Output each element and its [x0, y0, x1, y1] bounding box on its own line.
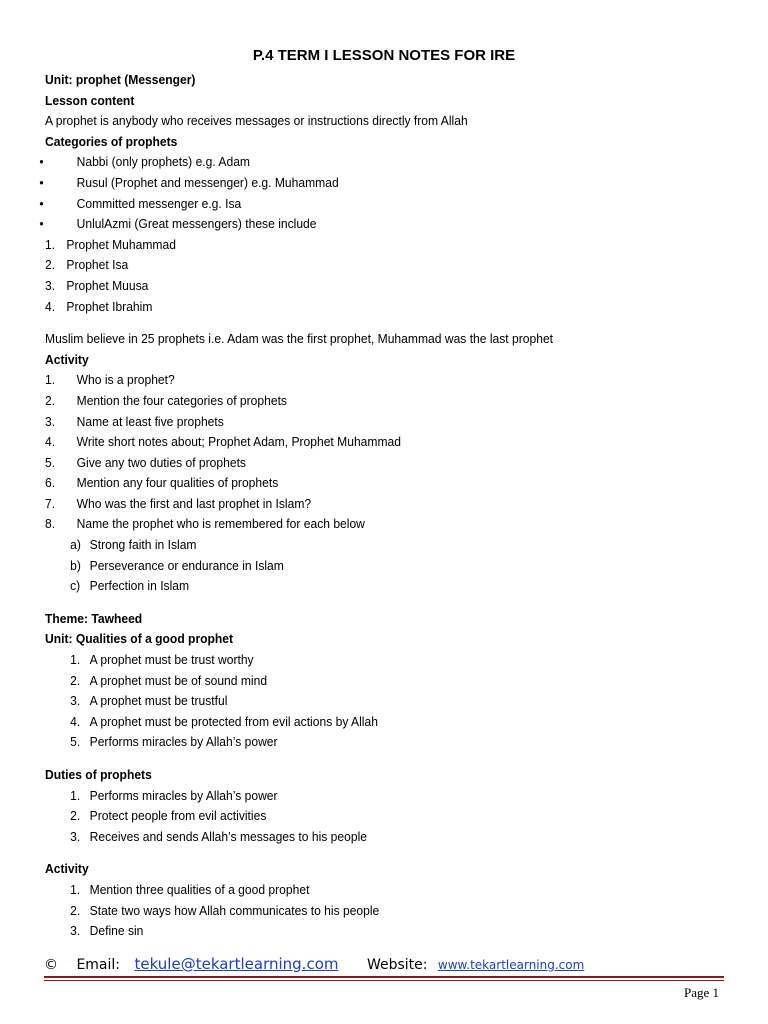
list-number: 2. — [45, 257, 56, 273]
list-number: 1. — [45, 236, 56, 252]
list-item — [45, 732, 696, 753]
list-text: Prophet Muusa — [66, 277, 149, 293]
list-item — [45, 432, 696, 453]
activity-list — [45, 880, 696, 942]
list-item — [45, 514, 696, 535]
unit-heading: Unit: prophet (Messenger) — [45, 72, 196, 87]
page-title: P.4 TERM I LESSON NOTES FOR IRE — [252, 47, 516, 64]
list-item — [45, 671, 696, 692]
lesson-content-heading: Lesson content — [45, 92, 135, 108]
list-item — [45, 276, 696, 297]
list-text: Prophet Isa — [66, 257, 129, 273]
list-text: Perseverance or endurance in Islam — [89, 557, 284, 573]
activity-heading: Activity — [45, 861, 89, 877]
list-item — [45, 297, 696, 318]
list-item — [45, 827, 696, 848]
list-text: Perfection in Islam — [89, 578, 190, 594]
list-text: Name at least five prophets — [76, 413, 224, 429]
list-text: Strong faith in Islam — [89, 537, 197, 553]
list-item — [45, 412, 696, 433]
page-footer — [44, 955, 644, 973]
great-messengers-list — [45, 235, 696, 317]
list-number: 1. — [70, 881, 81, 897]
email-label: Email: — [76, 957, 121, 973]
list-text: Performs miracles by Allah’s power — [89, 734, 278, 750]
list-text: Mention any four qualities of prophets — [76, 475, 279, 491]
list-text: State two ways how Allah communicates to his people — [89, 902, 380, 918]
list-text: Prophet Muhammad — [66, 236, 176, 252]
list-letter: c) — [70, 578, 81, 594]
list-number: 5. — [45, 454, 56, 470]
list-number: 4. — [70, 713, 81, 729]
list-text: Mention three qualities of a good prophet — [89, 881, 310, 897]
list-text: Receives and sends Allah’s messages to his people — [89, 828, 367, 844]
theme-heading: Theme: Tawheed — [45, 610, 143, 626]
list-number: 3. — [45, 277, 56, 293]
list-number: 4. — [45, 434, 56, 450]
list-letter: b) — [70, 557, 81, 573]
list-text: Name the prophet who is remembered for each below — [76, 516, 365, 532]
list-item — [45, 556, 696, 577]
list-text: A prophet must be trustful — [89, 693, 228, 709]
list-number: 5. — [70, 734, 81, 750]
list-text: A prophet must be trust worthy — [89, 652, 254, 668]
list-text: Define sin — [89, 923, 144, 939]
list-item — [45, 691, 696, 712]
list-number: 4. — [45, 298, 56, 314]
list-item — [45, 494, 696, 515]
list-item — [45, 370, 696, 391]
list-text: Who is a prophet? — [76, 372, 175, 388]
list-number: 1. — [70, 652, 81, 668]
website-label: Website: — [366, 957, 428, 973]
list-text: Protect people from evil activities — [89, 808, 267, 824]
list-text: Write short notes about; Prophet Adam, Prophet Muhammad — [76, 434, 401, 450]
list-item — [45, 712, 696, 733]
list-number: 1. — [70, 787, 81, 803]
list-text: Who was the first and last prophet in Islam? — [76, 495, 312, 511]
duties-list — [45, 786, 696, 848]
list-text: Prophet Ibrahim — [66, 298, 153, 314]
email-link[interactable]: tekule@tekartlearning.com — [134, 955, 339, 973]
activity-list — [45, 370, 696, 535]
footer-divider — [44, 980, 724, 981]
activity-heading: Activity — [45, 351, 89, 367]
list-number: 2. — [45, 392, 56, 408]
list-item — [45, 453, 696, 474]
footer-divider — [44, 976, 724, 978]
list-item — [45, 473, 696, 494]
list-number: 3. — [45, 413, 56, 429]
list-item — [45, 391, 696, 412]
qualities-list — [45, 650, 696, 753]
unit-heading: Unit: Qualities of a good prophet — [45, 631, 234, 647]
list-item — [45, 235, 696, 256]
belief-statement: Muslim believe in 25 prophets i.e. Adam was the first prophet, Muhammad was the last prophet — [45, 331, 554, 347]
list-number: 3. — [70, 828, 81, 844]
page-number: Page 1 — [684, 985, 720, 1000]
list-item — [45, 880, 696, 901]
list-item — [45, 255, 696, 276]
list-number: 1. — [45, 372, 56, 388]
list-item — [45, 535, 696, 556]
list-text: A prophet must be of sound mind — [89, 672, 268, 688]
list-letter: a) — [70, 537, 81, 553]
list-number: 6. — [45, 475, 56, 491]
list-number: 2. — [70, 672, 81, 688]
list-text: A prophet must be protected from evil actions by Allah — [89, 713, 378, 729]
list-item — [45, 786, 696, 807]
list-number: 7. — [45, 495, 56, 511]
categories-heading: Categories of prophets — [45, 133, 178, 149]
activity-sublist — [45, 535, 696, 597]
list-text: Give any two duties of prophets — [76, 454, 246, 470]
list-number: 3. — [70, 923, 81, 939]
list-number: 2. — [70, 808, 81, 824]
list-item: • UnlulAzmi (Great messengers) these include — [45, 214, 696, 235]
list-text: Mention the four categories of prophets — [76, 392, 287, 408]
duties-heading: Duties of prophets — [45, 767, 152, 782]
categories-list — [45, 152, 696, 234]
list-item: • Nabbi (only prophets) e.g. Adam — [45, 152, 696, 173]
list-item — [45, 806, 696, 827]
list-number: 3. — [70, 693, 81, 709]
list-number: 8. — [45, 516, 56, 532]
list-item: • Rusul (Prophet and messenger) e.g. Muhammad — [45, 173, 696, 194]
list-item: • Committed messenger e.g. Isa — [45, 194, 696, 215]
list-item — [45, 576, 696, 597]
website-link[interactable]: www.tekartlearning.com — [437, 958, 585, 972]
list-item — [45, 921, 696, 942]
notes-body — [45, 70, 696, 942]
list-text: Performs miracles by Allah’s power — [89, 787, 278, 803]
list-number: 2. — [70, 902, 81, 918]
list-item — [45, 650, 696, 671]
list-item — [45, 901, 696, 922]
prophet-definition: A prophet is anybody who receives messages or instructions directly from Allah — [45, 113, 468, 129]
copyright-symbol: © — [44, 957, 58, 973]
